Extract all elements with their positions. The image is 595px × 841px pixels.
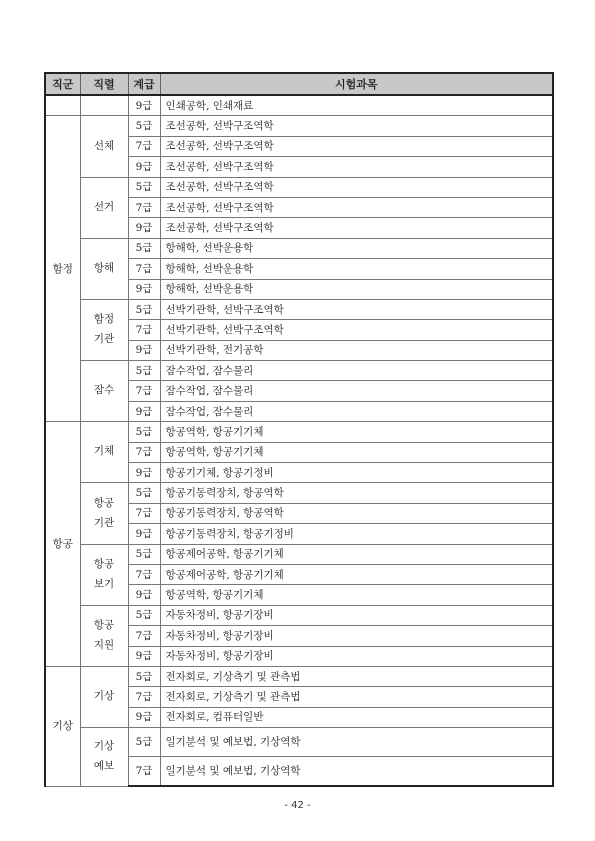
grade-cell: 7급: [128, 687, 160, 707]
exam-subjects-table: [44, 72, 554, 787]
subjects-cell: 잠수작업, 잠수물리: [160, 401, 553, 421]
subjects-cell: 조선공학, 선박구조역학: [160, 116, 553, 136]
grade-cell: 9급: [128, 585, 160, 605]
subjects-cell: 전자회로, 기상측기 및 관측법: [160, 666, 553, 686]
grade-cell: 7급: [128, 503, 160, 523]
subjects-cell: 자동차정비, 항공기장비: [160, 605, 553, 625]
grade-cell: 5급: [128, 544, 160, 564]
job-series-cell: 항공 기관: [80, 483, 128, 544]
grade-cell: 9급: [128, 340, 160, 360]
subjects-cell: 조선공학, 선박구조역학: [160, 197, 553, 217]
table-row: [45, 483, 553, 503]
grade-cell: 7급: [128, 626, 160, 646]
subjects-cell: 선박기관학, 선박구조역학: [160, 320, 553, 340]
grade-cell: 5급: [128, 361, 160, 381]
table-row: [45, 728, 553, 757]
subjects-cell: 전자회로, 기상측기 및 관측법: [160, 687, 553, 707]
grade-cell: 9급: [128, 646, 160, 666]
grade-cell: 9급: [128, 218, 160, 238]
subjects-cell: 잠수작업, 잠수물리: [160, 361, 553, 381]
job-series-cell: 함정 기관: [80, 299, 128, 360]
table-row: [45, 666, 553, 686]
page-number: - 42 -: [284, 800, 311, 811]
grade-cell: 7급: [128, 564, 160, 584]
job-series-cell: 기상: [80, 666, 128, 727]
table-row: [45, 605, 553, 625]
subjects-cell: 조선공학, 선박구조역학: [160, 136, 553, 156]
grade-cell: 5급: [128, 666, 160, 686]
subjects-cell: 항해학, 선박운용학: [160, 279, 553, 299]
job-group-cell: 함정: [45, 116, 80, 422]
subjects-cell: 항해학, 선박운용학: [160, 238, 553, 258]
grade-cell: 5급: [128, 483, 160, 503]
header-grade: 계급: [128, 73, 160, 95]
grade-cell: 7급: [128, 442, 160, 462]
grade-cell: 7급: [128, 757, 160, 787]
job-series-cell: 기상 예보: [80, 728, 128, 787]
series-cell-empty: [80, 95, 128, 116]
table-row: [45, 361, 553, 381]
header-exam-subjects: 시험과목: [160, 73, 553, 95]
grade-cell: 5급: [128, 299, 160, 319]
grade-cell: 5급: [128, 605, 160, 625]
table-row: [45, 95, 553, 116]
grade-cell: 9급: [128, 279, 160, 299]
table-row: [45, 238, 553, 258]
subjects-cell: 항공역학, 항공기기체: [160, 442, 553, 462]
table-body: [45, 95, 553, 786]
subjects-cell: 전자회로, 컴퓨터일반: [160, 707, 553, 727]
job-series-cell: 항공 보기: [80, 544, 128, 605]
subjects-cell: 항해학, 선박운용학: [160, 259, 553, 279]
group-cell-empty: [45, 95, 80, 116]
subjects-cell: 인쇄공학, 인쇄재료: [160, 95, 553, 116]
grade-cell: 7급: [128, 136, 160, 156]
grade-cell: 7급: [128, 320, 160, 340]
subjects-cell: 항공기동력장치, 항공기정비: [160, 524, 553, 544]
grade-cell: 5급: [128, 177, 160, 197]
grade-cell: 9급: [128, 95, 160, 116]
grade-cell: 9급: [128, 707, 160, 727]
grade-cell: 5급: [128, 238, 160, 258]
subjects-cell: 자동차정비, 항공기장비: [160, 646, 553, 666]
subjects-cell: 선박기관학, 전기공학: [160, 340, 553, 360]
subjects-cell: 항공역학, 항공기기체: [160, 422, 553, 442]
grade-cell: 7급: [128, 259, 160, 279]
subjects-cell: 항공제어공학, 항공기기체: [160, 564, 553, 584]
subjects-cell: 조선공학, 선박구조역학: [160, 157, 553, 177]
subjects-cell: 선박기관학, 선박구조역학: [160, 299, 553, 319]
job-group-cell: 기상: [45, 666, 80, 786]
table-row: [45, 299, 553, 319]
job-series-cell: 항해: [80, 238, 128, 299]
grade-cell: 9급: [128, 401, 160, 421]
subjects-cell: 항공기기체, 항공기정비: [160, 463, 553, 483]
subjects-cell: 항공기동력장치, 항공역학: [160, 483, 553, 503]
subjects-cell: 일기분석 및 예보법, 기상역학: [160, 728, 553, 757]
subjects-cell: 잠수작업, 잠수물리: [160, 381, 553, 401]
subjects-cell: 조선공학, 선박구조역학: [160, 218, 553, 238]
header-job-series: 직렬: [80, 73, 128, 95]
job-series-cell: 기체: [80, 422, 128, 483]
table-row: [45, 544, 553, 564]
subjects-cell: 항공기동력장치, 항공역학: [160, 503, 553, 523]
table-row: [45, 422, 553, 442]
table-row: [45, 177, 553, 197]
subjects-cell: 자동차정비, 항공기장비: [160, 626, 553, 646]
subjects-cell: 조선공학, 선박구조역학: [160, 177, 553, 197]
grade-cell: 9급: [128, 157, 160, 177]
grade-cell: 9급: [128, 463, 160, 483]
job-series-cell: 항공 지원: [80, 605, 128, 666]
grade-cell: 5급: [128, 422, 160, 442]
grade-cell: 9급: [128, 524, 160, 544]
grade-cell: 5급: [128, 728, 160, 757]
subjects-cell: 일기분석 및 예보법, 기상역학: [160, 757, 553, 787]
subjects-cell: 항공제어공학, 항공기기체: [160, 544, 553, 564]
grade-cell: 5급: [128, 116, 160, 136]
subjects-cell: 항공역학, 항공기기체: [160, 585, 553, 605]
job-series-cell: 잠수: [80, 361, 128, 422]
grade-cell: 7급: [128, 197, 160, 217]
job-group-cell: 항공: [45, 422, 80, 667]
job-series-cell: 선거: [80, 177, 128, 238]
header-job-group: 직군: [45, 73, 80, 95]
grade-cell: 7급: [128, 381, 160, 401]
table-row: [45, 116, 553, 136]
table-header-row: [45, 73, 553, 95]
job-series-cell: 선체: [80, 116, 128, 177]
